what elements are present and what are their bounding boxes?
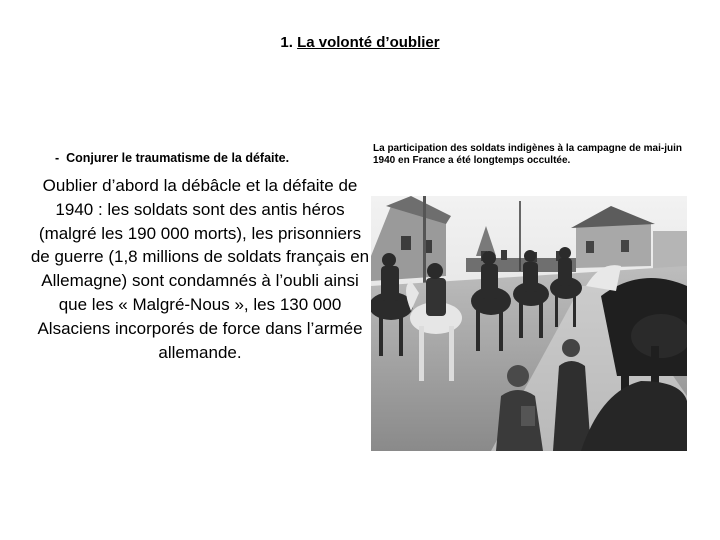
bullet-text: Conjurer le traumatisme de la défaite.	[66, 151, 290, 165]
bullet-point	[55, 151, 289, 165]
photo-caption: La participation des soldats indigènes à la campagne de mai-juin 1940 en France a été longtemps occultée.	[373, 143, 682, 166]
historical-photo	[371, 196, 687, 451]
bullet-marker: -	[55, 151, 60, 165]
title-number: 1.	[280, 34, 293, 51]
cavalry-photo-icon	[371, 196, 687, 451]
title-text: La volonté d’oublier	[297, 34, 440, 51]
body-paragraph: Oublier d’abord la débâcle et la défaite de 1940 : les soldats sont des antis héros (malgré les 190 000 morts), les prisonniers de guerre (1,8 millions de soldats français en Allemagne) sont condamnés à l’oubli ainsi que les « Malgré-Nous », les 130 000 Alsaciens incorporés de force dans l’armée allemande.	[30, 176, 370, 362]
slide-title	[0, 34, 720, 51]
